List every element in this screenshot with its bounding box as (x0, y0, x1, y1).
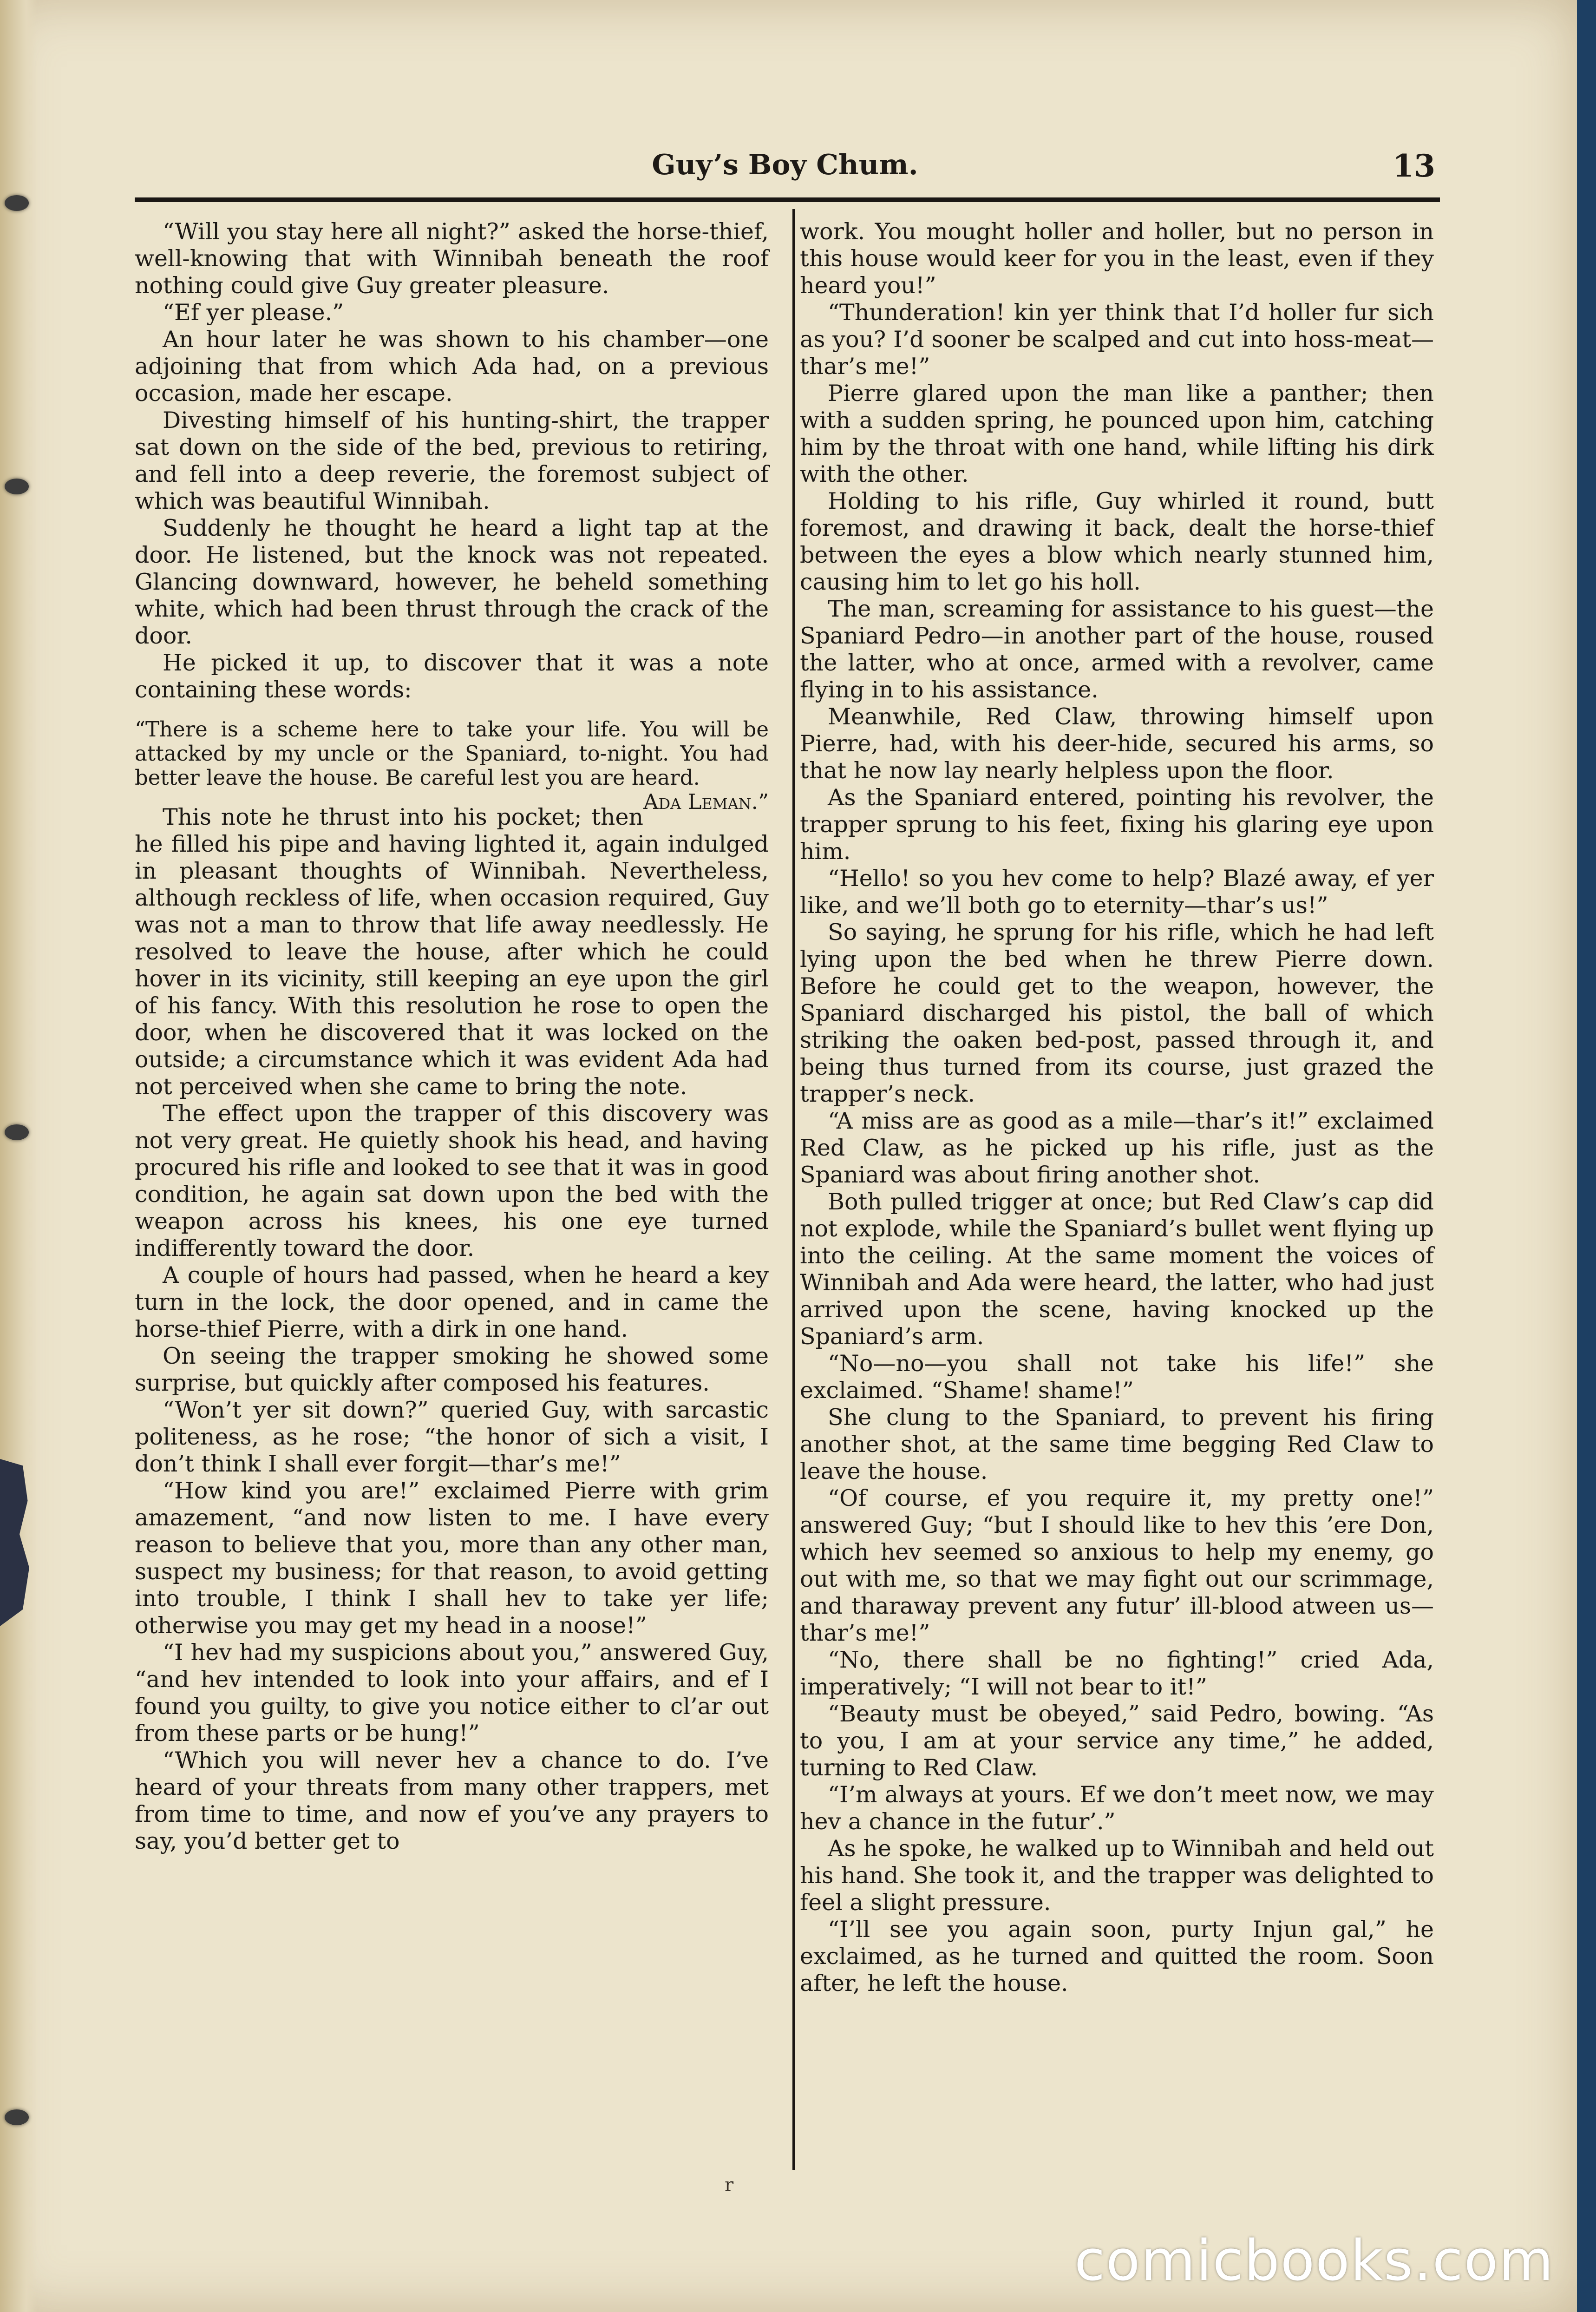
column-divider (792, 209, 795, 2170)
paragraph: So saying, he sprung for his rifle, which he had left lying upon the bed when he threw Pierre down. Before he could get to the weapon, however, the Spaniard discharged his pistol, the ball of which striking the oaken bed-post, passed through it, and being thus turned from its course, just grazed the trapper’s neck. (800, 919, 1434, 1107)
right-column (800, 218, 1434, 1997)
paragraph: The man, screaming for assistance to his guest—the Spaniard Pedro—in another part of the house, roused the latter, who at once, armed with a revolver, came flying in to his assistance. (800, 596, 1434, 703)
paragraph: Both pulled trigger at once; but Red Claw’s cap did not explode, while the Spaniard’s bullet went flying up into the ceiling. At the same moment the voices of Winnibah and Ada were heard, the latter, who had just arrived upon the scene, having knocked up the Spaniard’s arm. (800, 1189, 1434, 1350)
paragraph: Suddenly he thought he heard a light tap at the door. He listened, but the knock was not repeated. Glancing downward, however, he beheld something white, which had been thrust through the crack of the door. (135, 515, 769, 649)
paragraph: “Thunderation! kin yer think that I’d holler fur sich as you? I’d sooner be scalped and cut into hoss-meat—thar’s me!” (800, 299, 1434, 380)
binding-spine (0, 0, 37, 2312)
page-number: 13 (1393, 148, 1435, 184)
paragraph: “How kind you are!” exclaimed Pierre with grim amazement, “and now listen to me. I have every reason to believe that you, more than any other man, suspect my business; for that reason, to avoid getting into trouble, I think I shall hev to take yer life; otherwise you may get my head in a noose!” (135, 1478, 769, 1639)
paragraph: A couple of hours had passed, when he heard a key turn in the lock, the door opened, and in came the horse-thief Pierre, with a dirk in one hand. (135, 1262, 769, 1342)
staple-icon (5, 1124, 29, 1140)
paragraph-continued: work. You mought holler and holler, but no person in this house would keer for you in the least, even if they heard you!” (800, 218, 1434, 299)
quoted-note (135, 717, 769, 814)
note-text: “There is a scheme here to take your life. You will be attacked by my uncle or the Spaniard, to-night. You had better leave the house. Be careful lest you are heard. (135, 717, 769, 790)
paragraph: As the Spaniard entered, pointing his revolver, the trapper sprung to his feet, fixing his glaring eye upon him. (800, 784, 1434, 865)
paragraph: On seeing the trapper smoking he showed some surprise, but quickly after composed his features. (135, 1343, 769, 1396)
paragraph: “Which you will never hev a chance to do. I’ve heard of your threats from many other trappers, met from time to time, and now ef you’ve any prayers to say, you’d better get to (135, 1747, 769, 1854)
paragraph: She clung to the Spaniard, to prevent his firing another shot, at the same time begging Red Claw to leave the house. (800, 1404, 1434, 1484)
paragraph: “Ef yer please.” (163, 299, 344, 326)
paragraph: “No—no—you shall not take his life!” she exclaimed. “Shame! shame!” (800, 1350, 1434, 1404)
paragraph: Meanwhile, Red Claw, throwing himself upon Pierre, had, with his deer-hide, secured his arms, so that he now lay nearly helpless upon the floor. (800, 703, 1434, 784)
paragraph: “Hello! so you hev come to help? Blazé away, ef yer like, and we’ll both go to eternity—thar’s us!” (800, 865, 1434, 919)
paragraph: Pierre glared upon the man like a panther; then with a sudden spring, he pounced upon him, catching him by the throat with one hand, while lifting his dirk with the other. (800, 380, 1434, 487)
paragraph: “A miss are as good as a mile—thar’s it!” exclaimed Red Claw, as he picked up his rifle, just as the Spaniard was about firing another shot. (800, 1108, 1434, 1188)
staple-icon (5, 479, 29, 494)
paragraph: “Won’t yer sit down?” queried Guy, with sarcastic politeness, as he rose; “the honor of sich a visit, I don’t think I shall ever forgit—thar’s me!” (135, 1397, 769, 1477)
paragraph: “Will you stay here all night?” asked the horse-thief, well-knowing that with Winnibah beneath the roof nothing could give Guy greater pleasure. (135, 218, 769, 299)
paragraph: He picked it up, to discover that it was a note containing these words: (135, 650, 769, 703)
staple-icon (5, 195, 29, 211)
site-watermark: comicbooks.com (1074, 2229, 1554, 2293)
paragraph: “I’ll see you again soon, purty Injun gal,” he exclaimed, as he turned and quitted the room. Soon after, he left the house. (800, 1916, 1434, 1997)
paragraph: “Beauty must be obeyed,” said Pedro, bowing. “As to you, I am at your service any time,” he added, turning to Red Claw. (800, 1701, 1434, 1781)
paragraph: The effect upon the trapper of this discovery was not very great. He quietly shook his head, and having procured his rifle and looked to see that it was in good condition, he again sat down upon the bed with the weapon across his knees, his one eye turned indifferently toward the door. (135, 1100, 769, 1261)
paragraph: An hour later he was shown to his chamber—one adjoining that from which Ada had, on a previous occasion, made her escape. (135, 326, 769, 407)
paragraph: As he spoke, he walked up to Winnibah and held out his hand. She took it, and the trapper was delighted to feel a slight pressure. (800, 1835, 1434, 1916)
paragraph: “I hev had my suspicions about you,” answered Guy, “and hev intended to look into your affairs, and ef I found you guilty, to give you notice either to cl’ar out from these parts or be hung!” (135, 1639, 769, 1747)
left-column (135, 218, 769, 1855)
paragraph: “Of course, ef you require it, my pretty one!” answered Guy; “but I should like to hev this ’ere Don, which hev seemed so anxious to help my enemy, go out with me, so that we may fight out our scrimmage, and tharaway prevent any futur’ ill-blood atween us—thar’s me!” (800, 1485, 1434, 1646)
header-rule (135, 197, 1440, 202)
paragraph: Divesting himself of his hunting-shirt, the trapper sat down on the side of the bed, previous to retiring, and fell into a deep reverie, the foremost subject of which was beautiful Winnibah. (135, 407, 769, 514)
running-title: Guy’s Boy Chum. (652, 149, 918, 181)
paragraph: Holding to his rifle, Guy whirled it round, butt foremost, and drawing it back, dealt the horse-thief between the eyes a blow which nearly stunned him, causing him to let go his holl. (800, 488, 1434, 595)
paragraph: This note he thrust into his pocket; then he filled his pipe and having lighted it, again indulged in pleasant thoughts of Winnibah. Nevertheless, although reckless of life, when occasion required, Guy was not a man to throw that life away needlessly. He resolved to leave the house, after which he could hover in its vicinity, still keeping an eye upon the girl of his fancy. With this resolution he rose to open the door, when he discovered that it was locked on the outside; a circumstance which it was evident Ada had not perceived when she came to bring the note. (135, 804, 769, 1100)
paragraph: “I’m always at yours. Ef we don’t meet now, we may hev a chance in the futur’.” (800, 1781, 1434, 1835)
staple-icon (5, 2109, 29, 2125)
running-header (135, 139, 1435, 195)
paragraph: “No, there shall be no fighting!” cried Ada, imperatively; “I will not bear to it!” (800, 1647, 1434, 1700)
note-signature: Ada Leman.” (643, 789, 769, 814)
signature-mark: r (725, 2174, 734, 2196)
